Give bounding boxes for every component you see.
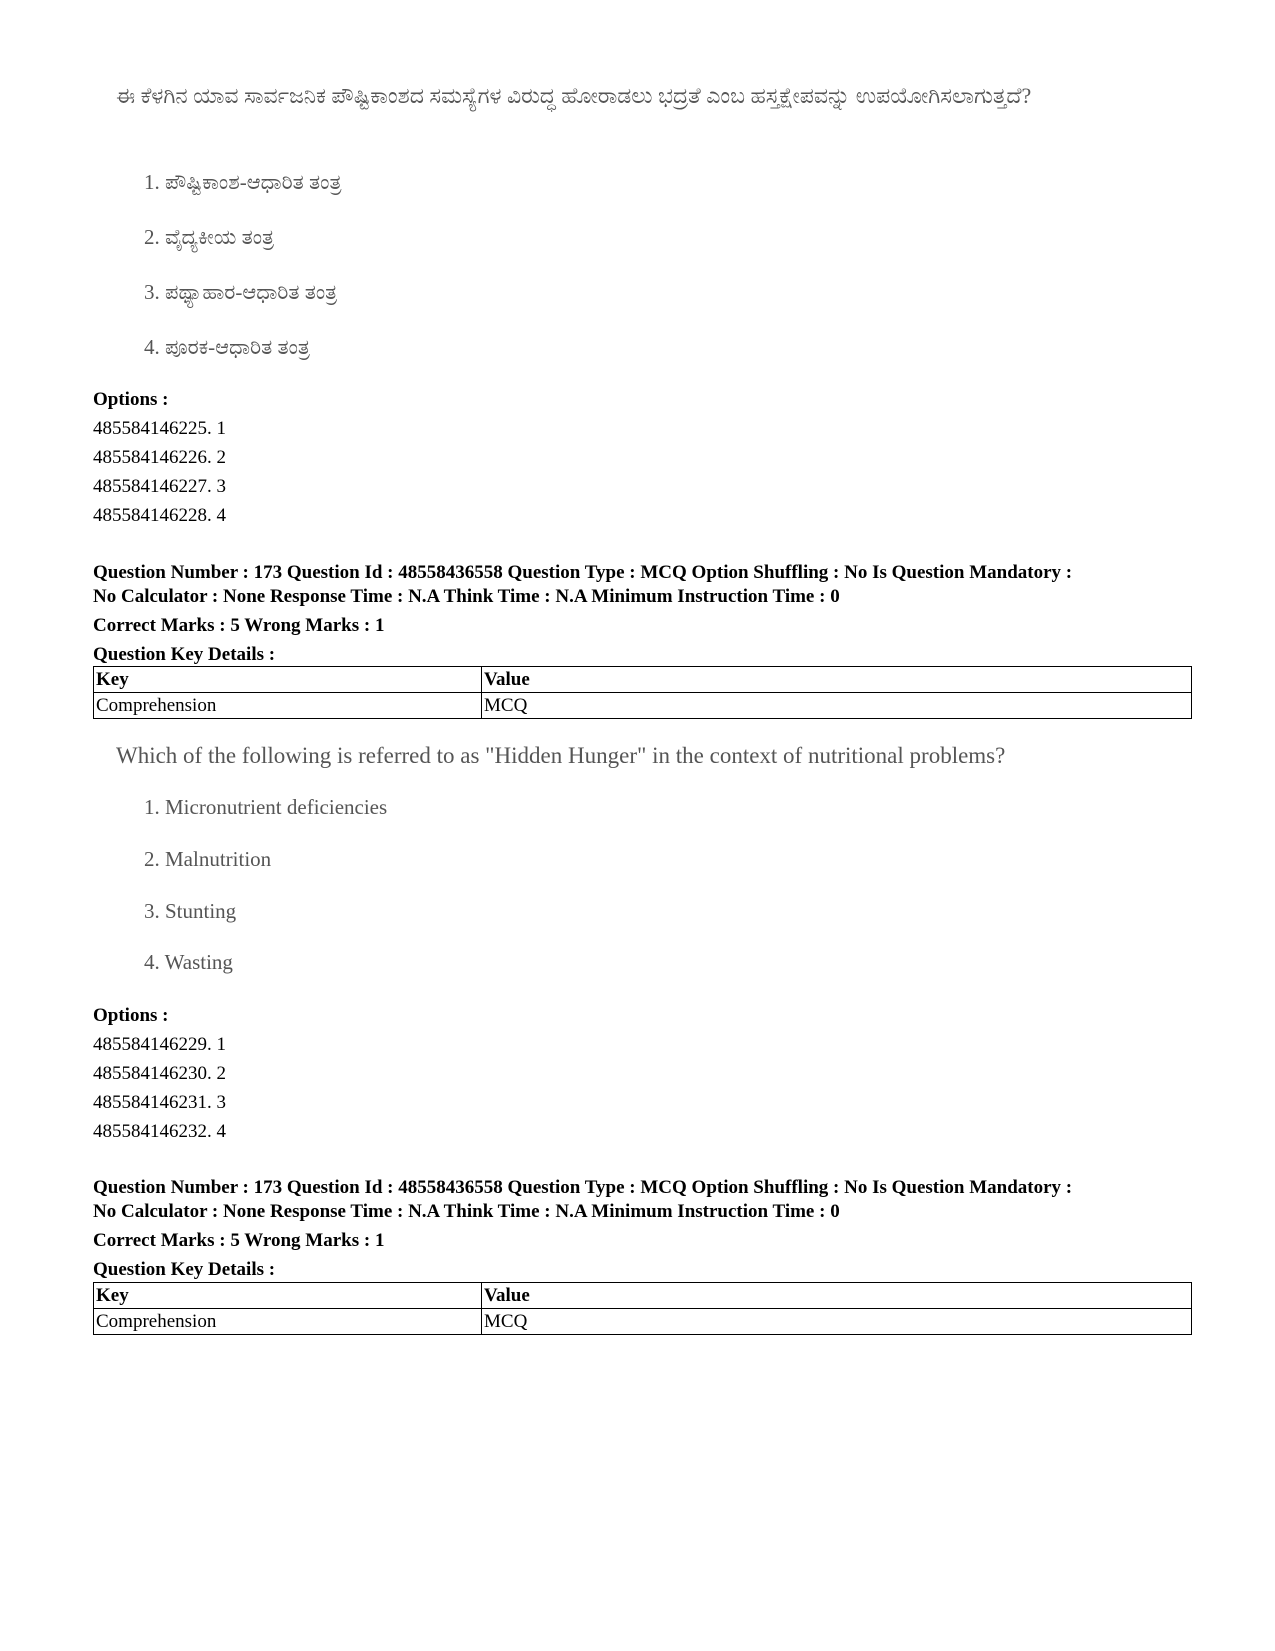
option-item: 485584146225. 1 [93, 418, 226, 439]
question-choice: 3. ಪಥ್ಯಾಹಾರ-ಆಧಾರಿತ ತಂತ್ರ [144, 280, 338, 304]
table-cell: MCQ [482, 1309, 1192, 1335]
question-choice: 2. ವೈದ್ಯಕೀಯ ತಂತ್ರ [144, 225, 275, 249]
question-choice: 4. ಪೂರಕ-ಆಧಾರಿತ ತಂತ್ರ [144, 335, 310, 359]
meta-line: Question Number : 173 Question Id : 48558436558 Question Type : MCQ Option Shuffling : No Is Question Mandatory : [93, 1177, 1073, 1198]
table-header-row [94, 1283, 1192, 1309]
table-header-cell: Value [482, 1283, 1192, 1309]
table-header-cell: Key [94, 667, 482, 693]
option-item: 485584146230. 2 [93, 1063, 226, 1084]
marks-line: Correct Marks : 5 Wrong Marks : 1 [93, 1230, 385, 1251]
option-item: 485584146227. 3 [93, 476, 226, 497]
table-row [94, 693, 1192, 719]
question-stem: Which of the following is referred to as "Hidden Hunger" in the context of nutritional problems? [116, 743, 1006, 768]
question-choice: 3. Stunting [144, 899, 237, 923]
meta-line: No Calculator : None Response Time : N.A Think Time : N.A Minimum Instruction Time : 0 [93, 1201, 840, 1222]
table-header-cell: Key [94, 1283, 482, 1309]
question-choice: 4. Wasting [144, 950, 233, 974]
table-header-cell: Value [482, 667, 1192, 693]
meta-line: Question Number : 173 Question Id : 48558436558 Question Type : MCQ Option Shuffling : No Is Question Mandatory : [93, 562, 1073, 583]
question-choice: 1. ಪೌಷ್ಟಿಕಾಂಶ-ಆಧಾರಿತ ತಂತ್ರ [144, 170, 342, 194]
question-stem: ಈ ಕೆಳಗಿನ ಯಾವ ಸಾರ್ವಜನಿಕ ಪೌಷ್ಟಿಕಾಂಶದ ಸಮಸ್ಯೆಗಳ ವಿರುದ್ಧ ಹೋರಾಡಲು ಭದ್ರತೆ ಎಂಬ ಹಸ್ತಕ್ಷೇಪವನ್ನು ಉಪಯೋಗಿಸಲಾಗುತ್ತದೆ? [116, 83, 1032, 108]
option-item: 485584146228. 4 [93, 505, 226, 526]
option-item: 485584146229. 1 [93, 1034, 226, 1055]
key-details-table [93, 1282, 1192, 1335]
options-list [93, 1002, 226, 1146]
table-cell: Comprehension [94, 1309, 482, 1335]
table-row [94, 1309, 1192, 1335]
options-list [93, 386, 226, 530]
question-image-english [116, 740, 1076, 974]
table-cell: Comprehension [94, 693, 482, 719]
option-item: 485584146232. 4 [93, 1121, 226, 1142]
question-meta [93, 561, 1203, 667]
question-choice: 2. Malnutrition [144, 847, 272, 871]
question-meta [93, 1176, 1203, 1282]
options-label: Options : [93, 389, 169, 410]
options-label: Options : [93, 1005, 169, 1026]
table-header-row [94, 667, 1192, 693]
question-choice: 1. Micronutrient deficiencies [144, 795, 388, 819]
option-item: 485584146226. 2 [93, 447, 226, 468]
key-details-heading: Question Key Details : [93, 644, 276, 665]
table-cell: MCQ [482, 693, 1192, 719]
key-details-table [93, 666, 1192, 719]
question-image-kannada [116, 80, 1076, 359]
meta-line: No Calculator : None Response Time : N.A Think Time : N.A Minimum Instruction Time : 0 [93, 586, 840, 607]
option-item: 485584146231. 3 [93, 1092, 226, 1113]
key-details-heading: Question Key Details : [93, 1259, 276, 1280]
marks-line: Correct Marks : 5 Wrong Marks : 1 [93, 615, 385, 636]
